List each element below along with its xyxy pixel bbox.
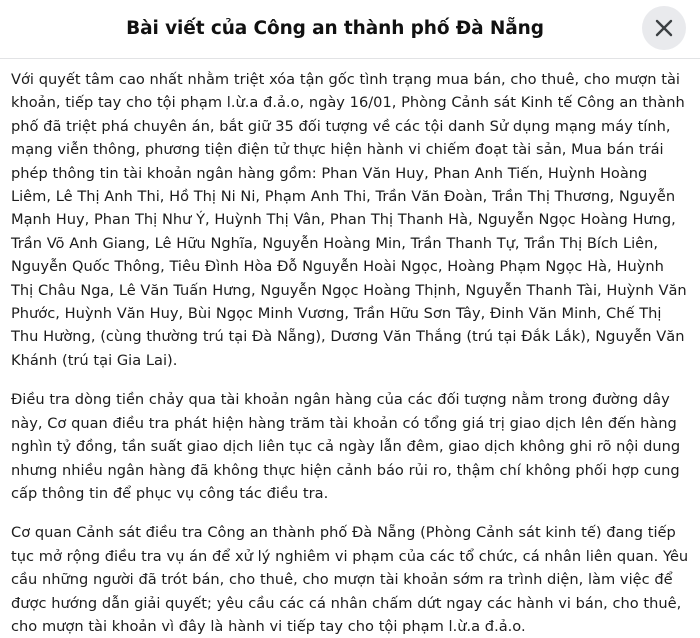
article-paragraph: Cơ quan Cảnh sát điều tra Công an thành phố Đà Nẵng (Phòng Cảnh sát kinh tế) đang tiếp tục mở rộng điều tra vụ án để xử lý nghiêm vi phạm của các tổ chức, cá nhân liên quan. Yêu cầu những người đã trót bán, cho thuê, cho mượn tài khoản sớm ra trình diện, làm việc để được hướng dẫn giải quyết; yêu cầu các cá nhân chấm dứt ngay các hành vi bán, cho thuê, cho mượn tài khoản vì đây là hành vi tiếp tay cho tội phạm l.ừ.a đ.ả.o. [11,524,689,635]
dialog-header [0,0,700,58]
article-paragraph: Điều tra dòng tiền chảy qua tài khoản ngân hàng của các đối tượng nằm trong đường dây này, Cơ quan điều tra phát hiện hàng trăm tài khoản có tổng giá trị giao dịch lên đến hàng nghìn tỷ đồng, tần suất giao dịch liên tục cả ngày lẫn đêm, giao dịch không ghi rõ nội dung nhưng nhiều ngân hàng đã không thực hiện cảnh báo rủi ro, thậm chí không phối hợp cung cấp thông tin để phục vụ công tác điều tra. [11,391,681,502]
close-button[interactable] [642,6,686,50]
article-paragraph: Với quyết tâm cao nhất nhằm triệt xóa tận gốc tình trạng mua bán, cho thuê, cho mượn tài khoản, tiếp tay cho tội phạm l.ừ.a đ.ả.o, ngày 16/01, Phòng Cảnh sát Kinh tế Công an thành phố đã triệt phá chuyên án, bắt giữ 35 đối tượng về các tội danh Sử dụng mạng máy tính, mạng viễn thông, phương tiện điện tử thực hiện hành vi chiếm đoạt tài sản, Mua bán trái phép thông tin tài khoản ngân hàng gồm: Phan Văn Huy, Phan Anh Tiến, Huỳnh Hoàng Liêm, Lê Thị Anh Thi, Hồ Thị Ni Ni, Phạm Anh Thi, Trần Văn Đoàn, Trần Thị Thương, Nguyễn Mạnh Huy, Phan Thị Như Ý, Huỳnh Thị Vân, Phan Thị Thanh Hà, Nguyễn Ngọc Hoàng Hưng, Trần Võ Anh Giang, Lê Hữu Nghĩa, Nguyễn Hoàng Min, Trần Thanh Tự, Trần Thị Bích Liên, Nguyễn Quốc Thông, Tiêu Đình Hòa Đỗ Nguyễn Hoài Ngọc, Hoàng Phạm Ngọc Hà, Huỳnh Thị Châu Nga, Lê Văn Tuấn Hưng, Nguyễn Ngọc Hoàng Thịnh, Nguyễn Thanh Tài, Huỳnh Văn Phước, Huỳnh Văn Huy, Bùi Ngọc Minh Vương, Trần Hữu Sơn Tây, Đinh Văn Minh, Chế Thị Thu Hường, (cùng thường trú tại Đà Nẵng), Dương Văn Thắng (trú tại Đắk Lắk), Nguyễn Văn Khánh (trú tại Gia Lai). [11,71,687,369]
close-icon [653,17,675,39]
page-title: Bài viết của Công an thành phố Đà Nẵng [126,18,544,40]
article-body [0,59,700,638]
